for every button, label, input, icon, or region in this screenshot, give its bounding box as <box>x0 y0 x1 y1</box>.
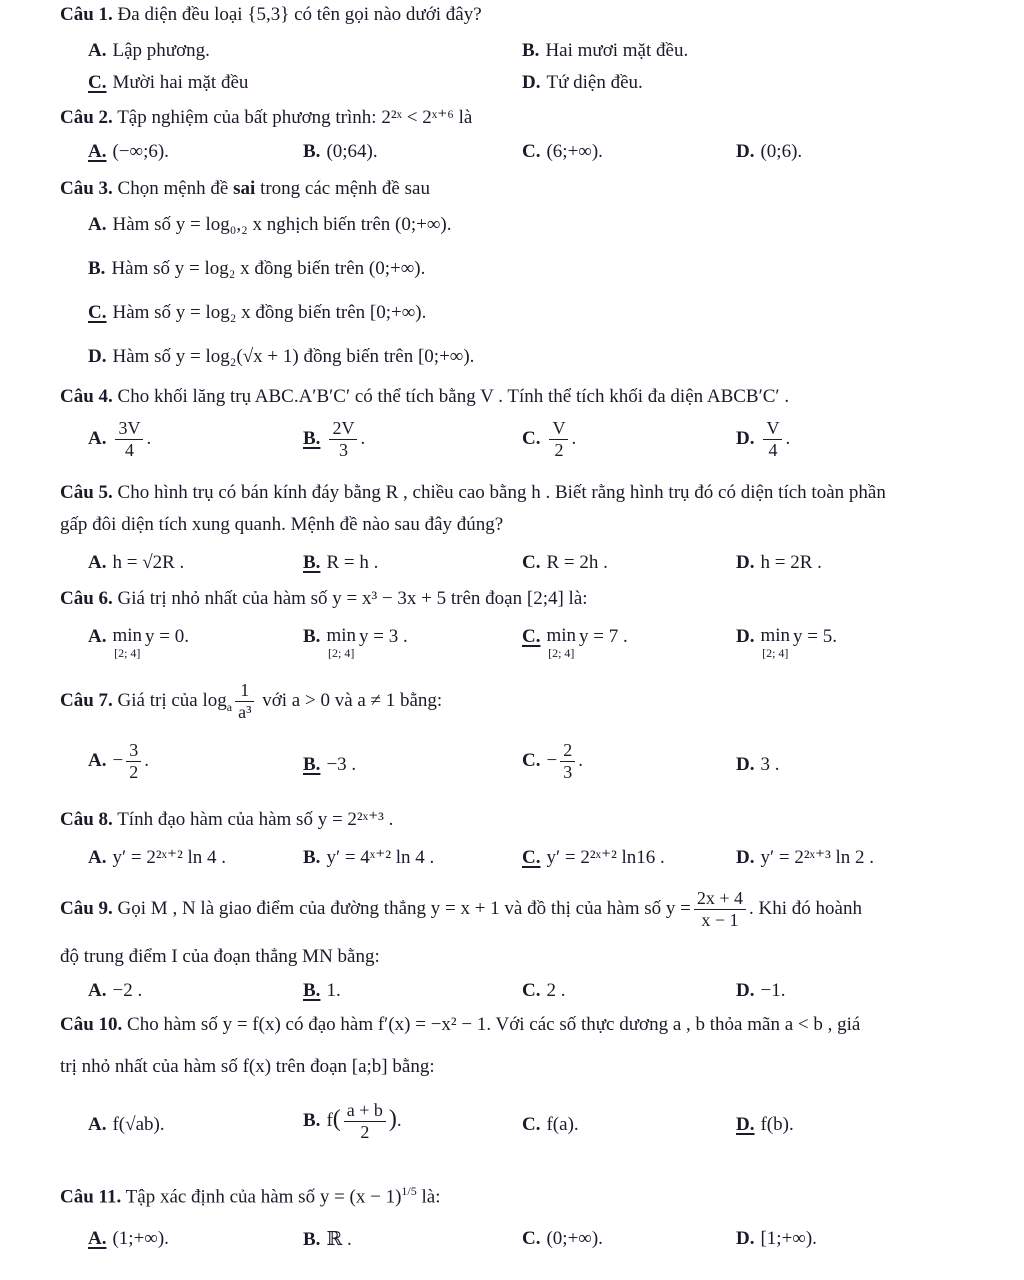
option-a[interactable]: A. −2 . <box>88 980 143 1001</box>
option-d[interactable]: D. Hàm số y = log₂(√x + 1) đồng biến trên [0;+∞). <box>88 346 475 367</box>
option-a[interactable]: A. y′ = 2²ˣ⁺² ln 4 . <box>88 847 227 868</box>
option-a[interactable]: A. (−∞;6). <box>88 141 169 162</box>
option-b[interactable]: B. Hai mươi mặt đều. <box>522 40 689 61</box>
question-text: Tập nghiệm của bất phương trình: 2²ˣ < 2ˣ⁺⁶ là <box>112 107 473 128</box>
question-number: Câu 8. <box>60 809 113 830</box>
option-c[interactable]: C. − $\frac{2}{3}$ . <box>522 740 583 782</box>
question-4 <box>60 386 994 408</box>
question-5-line2: gấp đôi diện tích xung quanh. Mệnh đề nào sau đây đúng? <box>60 514 504 535</box>
question-text: Giá trị nhỏ nhất của hàm số y = x³ − 3x + 5 trên đoạn [2;4] là: <box>112 588 588 609</box>
question-number: Câu 7. <box>60 690 113 711</box>
question-number: Câu 2. <box>60 107 113 128</box>
option-b[interactable]: B. $\frac{2V}{3}$ . <box>303 418 366 460</box>
question-number: Câu 9. <box>60 898 113 919</box>
question-1 <box>60 4 994 26</box>
option-d[interactable]: D. h = 2R . <box>736 552 822 573</box>
option-d[interactable]: D. y′ = 2²ˣ⁺³ ln 2 . <box>736 847 875 868</box>
option-c[interactable]: C. f(a). <box>522 1114 579 1135</box>
option-b[interactable]: B. (0;64). <box>303 141 378 162</box>
option-a[interactable]: A. − $\frac{3}{2}$ . <box>88 740 149 782</box>
question-10-line2: trị nhỏ nhất của hàm số f(x) trên đoạn [a;b] bằng: <box>60 1056 435 1077</box>
option-d[interactable]: D. (0;6). <box>736 141 803 162</box>
question-number: Câu 1. <box>60 4 113 25</box>
option-c[interactable]: C. y′ = 2²ˣ⁺² ln16 . <box>522 847 665 868</box>
option-d[interactable]: D. $\frac{V}{4}$ . <box>736 418 791 460</box>
option-d[interactable]: D. [1;+∞). <box>736 1228 817 1249</box>
question-6 <box>60 588 994 610</box>
option-b[interactable]: B. Hàm số y = log₂ x đồng biến trên (0;+∞). <box>88 258 426 279</box>
question-text: Đa diện đều loại {5,3} có tên gọi nào dưới đây? <box>112 4 482 25</box>
option-d[interactable]: D. 3 . <box>736 754 780 775</box>
option-c[interactable]: C. (0;+∞). <box>522 1228 603 1249</box>
question-3: Câu 3. Chọn mệnh đề sai trong các mệnh đề sau <box>60 178 430 199</box>
question-10 <box>60 1014 994 1036</box>
option-d[interactable]: D. min [2; 4] y = 5. <box>736 625 838 660</box>
question-11: Câu 11. Tập xác định của hàm số $y = (x - 1)^{1/5}$ là: <box>60 1184 441 1208</box>
option-a[interactable]: A. min [2; 4] y = 0. <box>88 625 190 660</box>
option-c[interactable]: C. Hàm số y = log₂ x đồng biến trên [0;+∞). <box>88 302 427 323</box>
question-8 <box>60 808 994 831</box>
question-9-line2: độ trung điểm I của đoạn thẳng MN bằng: <box>60 946 380 967</box>
option-c[interactable]: C. R = 2h . <box>522 552 608 573</box>
option-c[interactable]: C. (6;+∞). <box>522 141 603 162</box>
option-a[interactable]: A. f(√ab). <box>88 1114 165 1135</box>
option-c[interactable]: C. min [2; 4] y = 7 . <box>522 625 628 660</box>
option-d[interactable]: D. Tứ diện đều. <box>522 72 643 93</box>
option-c[interactable]: C. 2 . <box>522 980 566 1001</box>
option-b[interactable]: B. 1. <box>303 980 341 1001</box>
option-c[interactable]: C. Mười hai mặt đều <box>88 72 249 93</box>
option-c[interactable]: C. $\frac{V}{2}$ . <box>522 418 577 460</box>
question-number: Câu 11. <box>60 1186 122 1208</box>
option-a[interactable]: A. $\frac{3V}{4}$ . <box>88 418 152 460</box>
option-a[interactable]: A. Lập phương. <box>88 40 210 61</box>
option-b[interactable]: B. min [2; 4] y = 3 . <box>303 625 408 660</box>
option-a[interactable]: A. (1;+∞). <box>88 1228 169 1249</box>
option-a[interactable]: A. h = √2R . <box>88 552 185 573</box>
option-b[interactable]: B. −3 . <box>303 754 357 775</box>
question-number: Câu 5. <box>60 482 113 503</box>
option-d[interactable]: D. f(b). <box>736 1114 794 1135</box>
question-text: Cho hàm số y = f(x) có đạo hàm f′(x) = −x² − 1. Với các số thực dương a , b thỏa mãn a < b , giá <box>122 1014 861 1035</box>
question-9: Câu 9. Gọi M , N là giao điểm của đường thẳng y = x + 1 và đồ thị của hàm số y = $\frac{2x + 4}{x - 1}$ . Khi đó hoành <box>60 888 862 930</box>
question-number: Câu 4. <box>60 386 113 407</box>
question-7: Câu 7. Giá trị của $\log_a$ $\frac{1}{\text{a³}}$ với a > 0 và a ≠ 1 bằng: <box>60 680 443 722</box>
question-text: Cho hình trụ có bán kính đáy bằng R , chiều cao bằng h . Biết rằng hình trụ đó có diện tích toàn phần <box>112 482 886 503</box>
question-5 <box>60 482 994 504</box>
question-text: Cho khối lăng trụ ABC.A′B′C′ có thể tích bằng V . Tính thể tích khối đa diện ABCB′C′ . <box>112 386 790 407</box>
question-number: Câu 10. <box>60 1014 123 1035</box>
option-a[interactable]: A. Hàm số y = log₀,₂ x nghịch biến trên (0;+∞). <box>88 214 452 235</box>
question-2 <box>60 106 994 129</box>
option-b[interactable]: B. ℝ . <box>303 1229 352 1250</box>
option-b[interactable]: B. f( $\frac{a + b}{2}$ ). <box>303 1100 402 1142</box>
question-number: Câu 3. <box>60 178 113 199</box>
option-b[interactable]: B. R = h . <box>303 552 379 573</box>
question-number: Câu 6. <box>60 588 113 609</box>
question-text: Tính đạo hàm của hàm số y = 2²ˣ⁺³ . <box>112 809 394 830</box>
option-b[interactable]: B. y′ = 4ˣ⁺² ln 4 . <box>303 847 435 868</box>
option-d[interactable]: D. −1. <box>736 980 786 1001</box>
